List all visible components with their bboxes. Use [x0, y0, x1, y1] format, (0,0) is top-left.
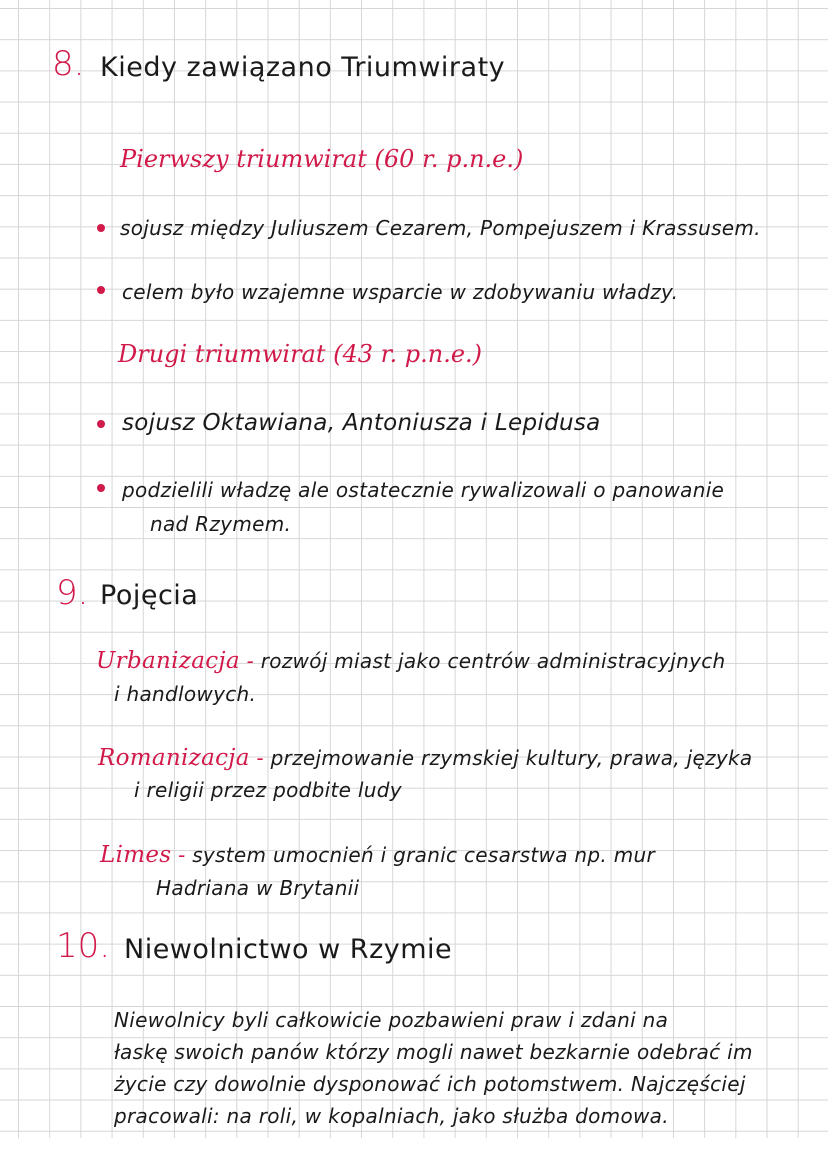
section-10-number: 10. [56, 926, 111, 966]
bullet-icon [97, 420, 105, 428]
section-10-title: Niewolnictwo w Rzymie [124, 934, 453, 965]
term-romanizacja-line-2: i religii przez podbite ludy [134, 778, 402, 802]
section-8-title: Kiedy zawiązano Triumwiraty [100, 52, 506, 83]
term-urbanizacja-definition: rozwój miast jako centrów administracyjnych [260, 649, 726, 673]
term-romanizacja-definition: przejmowanie rzymskiej kultury, prawa, języka [270, 746, 753, 770]
first-triumvirate-bullet-1: sojusz między Juliuszem Cezarem, Pompejuszem i Krassusem. [120, 216, 761, 240]
term-romanizacja-line-1 [98, 745, 752, 771]
term-limes: Limes [100, 842, 172, 868]
bullet-icon [97, 286, 105, 294]
slavery-paragraph-line-2: łaskę swoich panów którzy mogli nawet bezkarnie odebrać im [114, 1040, 753, 1064]
second-triumvirate-heading: Drugi triumwirat (43 r. p.n.e.) [118, 340, 483, 368]
term-urbanizacja-line-2: i handlowych. [114, 682, 257, 706]
term-separator: - [249, 746, 271, 770]
slavery-paragraph-line-1: Niewolnicy byli całkowicie pozbawieni praw i zdani na [114, 1008, 669, 1032]
section-8-number: 8. [52, 44, 85, 84]
section-9-title: Pojęcia [100, 580, 199, 611]
term-urbanizacja: Urbanizacja [96, 648, 240, 674]
second-triumvirate-bullet-2-cont: nad Rzymem. [150, 512, 292, 536]
slavery-paragraph-line-4: pracowali: na roli, w kopalniach, jako służba domowa. [114, 1104, 669, 1128]
section-9-number: 9. [56, 573, 89, 613]
first-triumvirate-bullet-2: celem było wzajemne wsparcie w zdobywaniu władzy. [122, 280, 679, 304]
term-limes-definition: system umocnień i granic cesarstwa np. mur [192, 843, 655, 867]
term-romanizacja: Romanizacja [98, 745, 250, 771]
term-limes-line-1 [100, 842, 655, 868]
term-limes-line-2: Hadriana w Brytanii [156, 876, 360, 900]
first-triumvirate-heading: Pierwszy triumwirat (60 r. p.n.e.) [120, 145, 524, 173]
second-triumvirate-bullet-1: sojusz Oktawiana, Antoniusza i Lepidusa [122, 410, 601, 436]
slavery-paragraph-line-3: życie czy dowolnie dysponować ich potomstwem. Najczęściej [114, 1072, 746, 1096]
term-separator: - [239, 649, 261, 673]
bullet-icon [97, 224, 105, 232]
second-triumvirate-bullet-2: podzielili władzę ale ostatecznie rywalizowali o panowanie [122, 478, 725, 502]
bullet-icon [97, 484, 105, 492]
term-separator: - [171, 843, 193, 867]
term-urbanizacja-line-1 [96, 648, 725, 674]
